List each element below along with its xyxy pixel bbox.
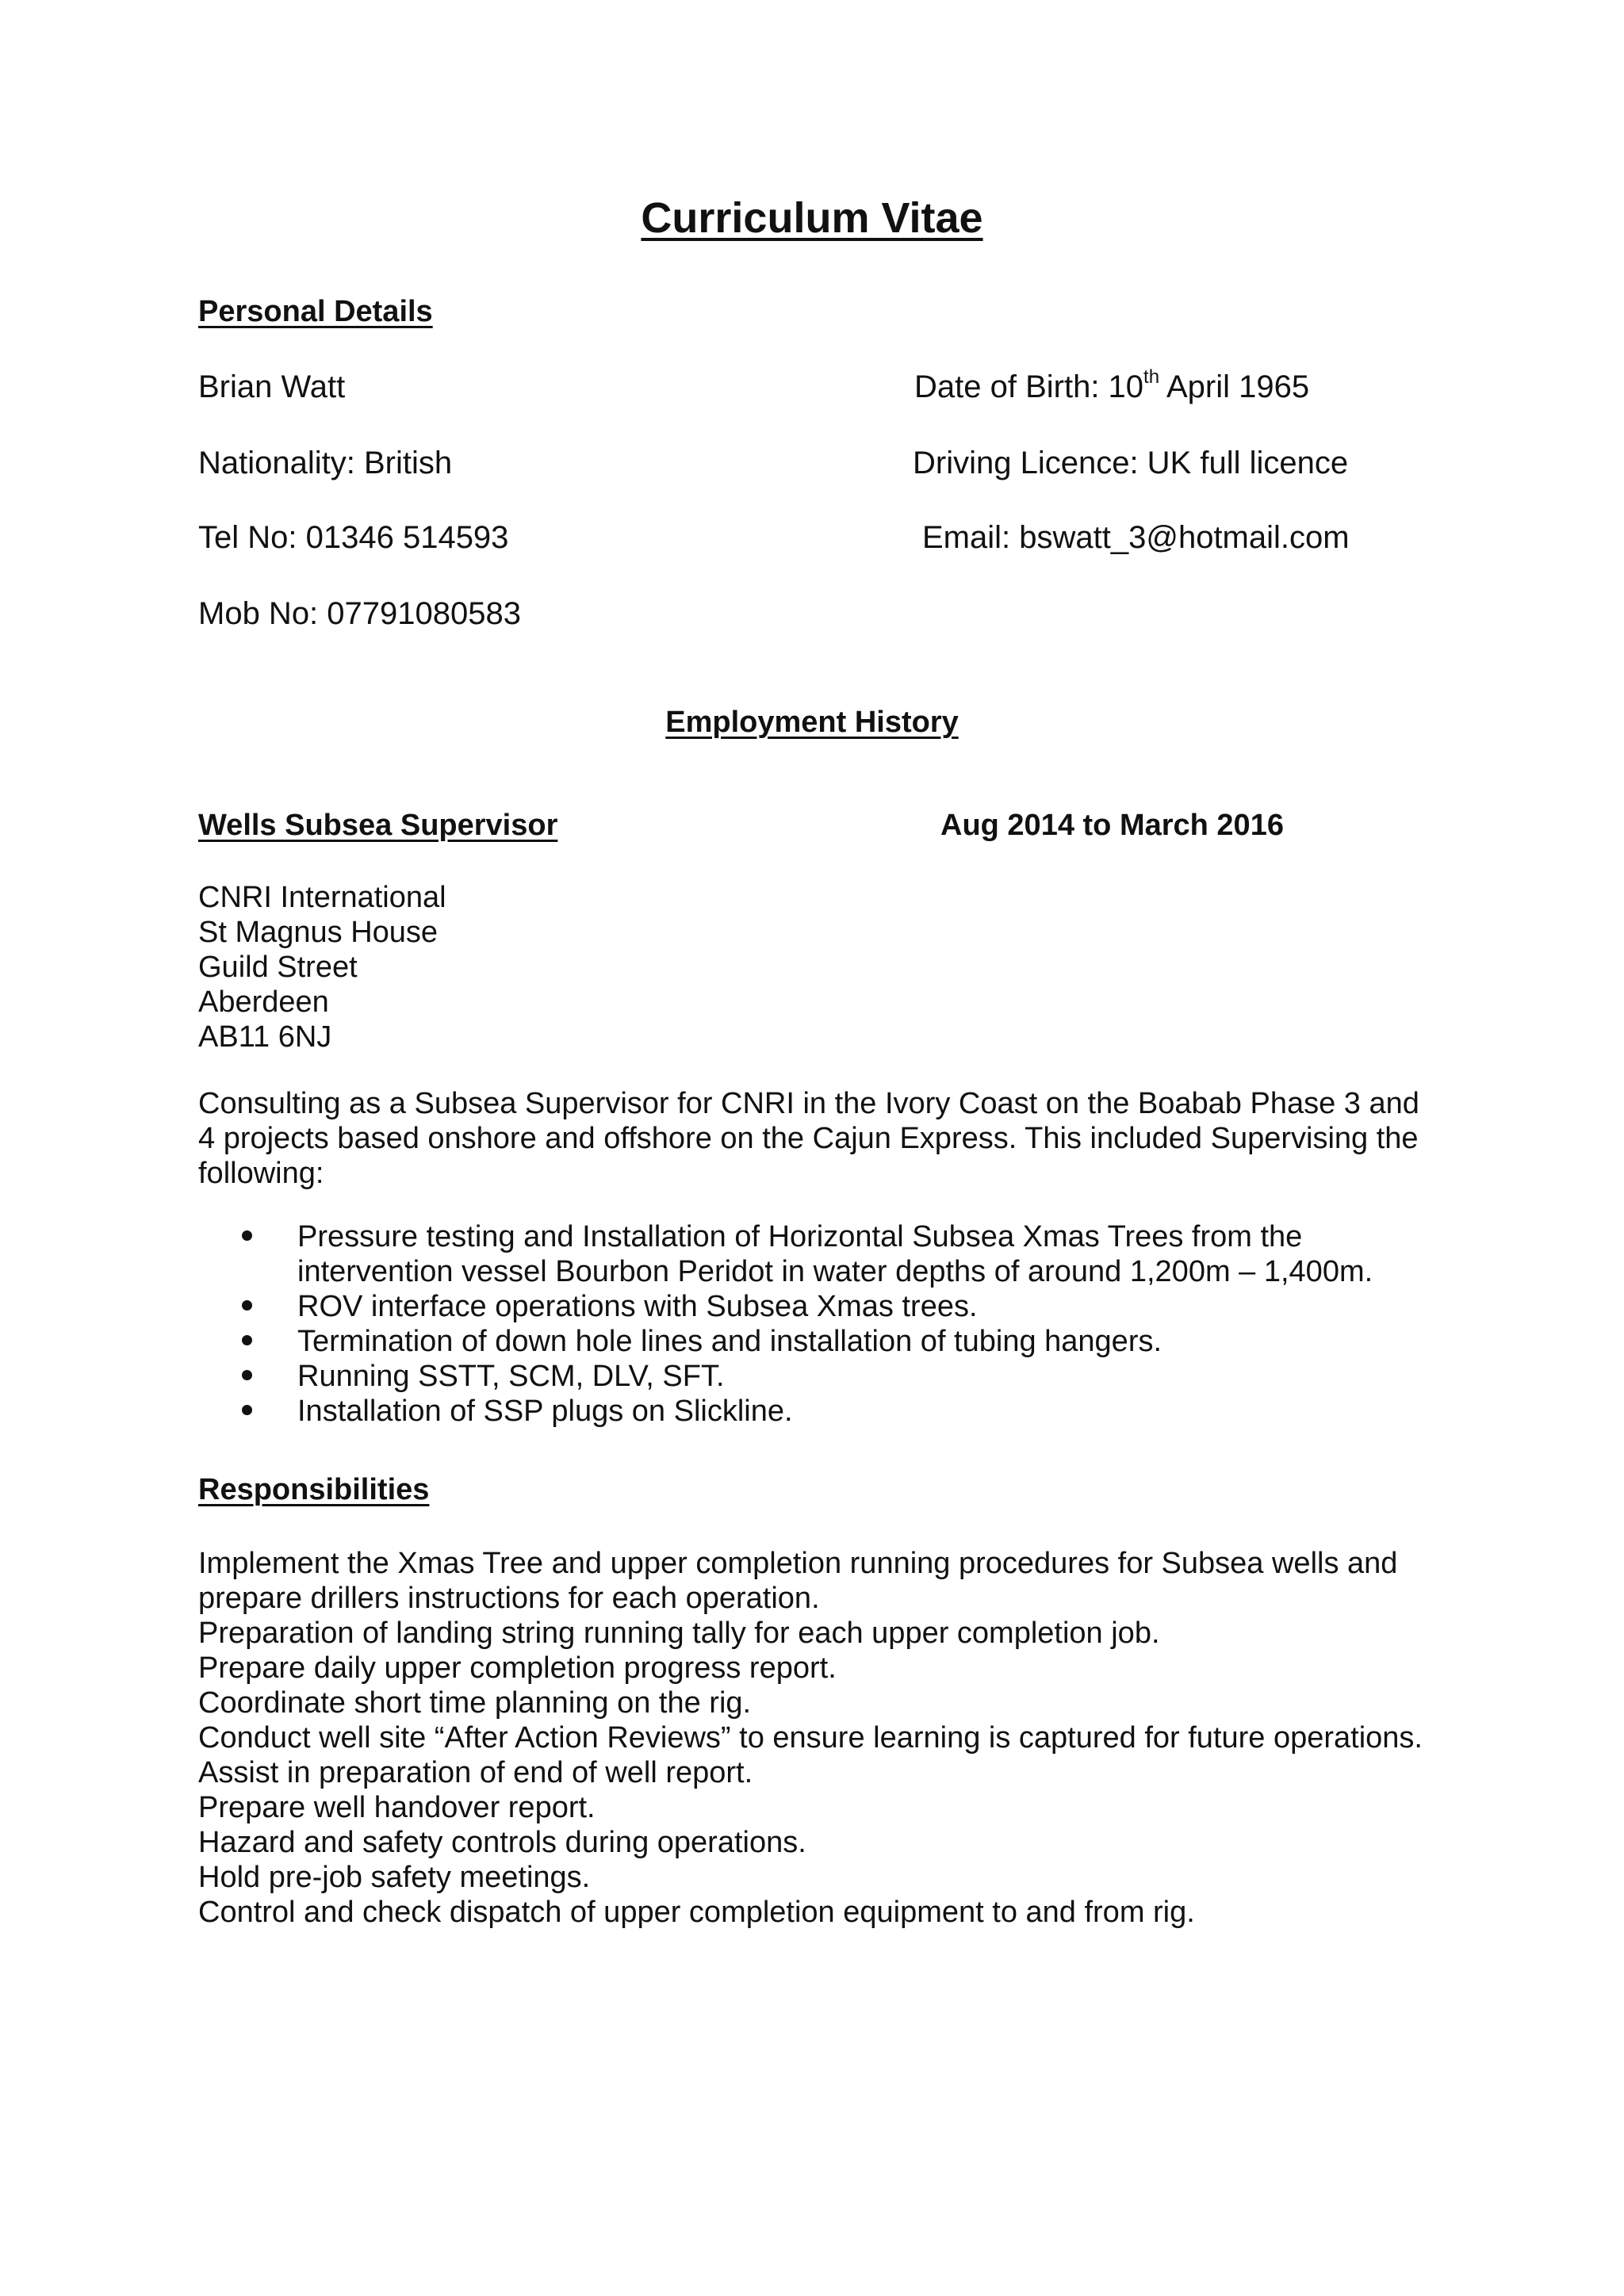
bullet-icon: [242, 1230, 252, 1241]
list-item: Pressure testing and Installation of Horizontal Subsea Xmas Trees from the intervention vessel Bourbon Peridot in water depths of around 1,200m – 1,400m.: [242, 1219, 1373, 1289]
responsibility-line: Hold pre-job safety meetings.: [198, 1861, 591, 1894]
responsibility-line: Prepare well handover report.: [198, 1791, 596, 1824]
personal-details-heading: Personal Details: [198, 295, 433, 328]
nationality: Nationality: British: [198, 446, 453, 480]
telephone-number: Tel No: 01346 514593: [198, 520, 509, 555]
summary-line: following:: [198, 1157, 324, 1190]
responsibility-line: Prepare daily upper completion progress report.: [198, 1651, 837, 1685]
responsibility-line: Coordinate short time planning on the rig.: [198, 1686, 752, 1720]
page-title: Curriculum Vitae: [641, 194, 983, 242]
job-dates: Aug 2014 to March 2016: [940, 809, 1284, 842]
summary-line: 4 projects based onshore and offshore on the Cajun Express. This included Supervising the: [198, 1122, 1419, 1155]
list-item: Installation of SSP plugs on Slickline.: [242, 1394, 1373, 1429]
candidate-name: Brian Watt: [198, 369, 346, 404]
responsibilities-heading: Responsibilities: [198, 1473, 430, 1506]
responsibility-line: Implement the Xmas Tree and upper completion running procedures for Subsea wells and: [198, 1547, 1398, 1580]
email-address: Email: bswatt_3@hotmail.com: [922, 520, 1350, 555]
responsibility-line: Assist in preparation of end of well report.: [198, 1756, 753, 1789]
driving-licence: Driving Licence: UK full licence: [913, 446, 1349, 480]
list-item: Termination of down hole lines and installation of tubing hangers.: [242, 1324, 1373, 1359]
list-item: Running SSTT, SCM, DLV, SFT.: [242, 1359, 1373, 1394]
employer-address: [198, 880, 446, 1054]
bullet-icon: [242, 1300, 252, 1311]
mobile-number: Mob No: 07791080583: [198, 596, 521, 631]
job-title: Wells Subsea Supervisor: [198, 809, 558, 842]
address-line: CNRI International: [198, 881, 446, 914]
summary-line: Consulting as a Subsea Supervisor for CNRI in the Ivory Coast on the Boabab Phase 3 and: [198, 1087, 1419, 1120]
list-item: ROV interface operations with Subsea Xmas trees.: [242, 1289, 1373, 1324]
date-of-birth: Date of Birth: 10th April 1965: [914, 366, 1310, 404]
responsibility-line: prepare drillers instructions for each operation.: [198, 1582, 820, 1615]
responsibilities-list: [198, 1546, 1423, 1930]
address-line: Aberdeen: [198, 985, 329, 1019]
address-line: Guild Street: [198, 951, 358, 984]
duties-bullet-list: [242, 1219, 1373, 1429]
bullet-icon: [242, 1370, 252, 1380]
responsibility-line: Hazard and safety controls during operations.: [198, 1826, 806, 1859]
address-line: AB11 6NJ: [198, 1020, 332, 1054]
responsibility-line: Preparation of landing string running tally for each upper completion job.: [198, 1617, 1160, 1650]
responsibility-line: Conduct well site “After Action Reviews” to ensure learning is captured for future operations.: [198, 1721, 1423, 1755]
address-line: St Magnus House: [198, 916, 439, 949]
responsibility-line: Control and check dispatch of upper completion equipment to and from rig.: [198, 1896, 1195, 1929]
bullet-icon: [242, 1335, 252, 1345]
employment-history-heading: Employment History: [665, 706, 959, 739]
bullet-icon: [242, 1405, 252, 1415]
job-summary: [198, 1086, 1435, 1191]
